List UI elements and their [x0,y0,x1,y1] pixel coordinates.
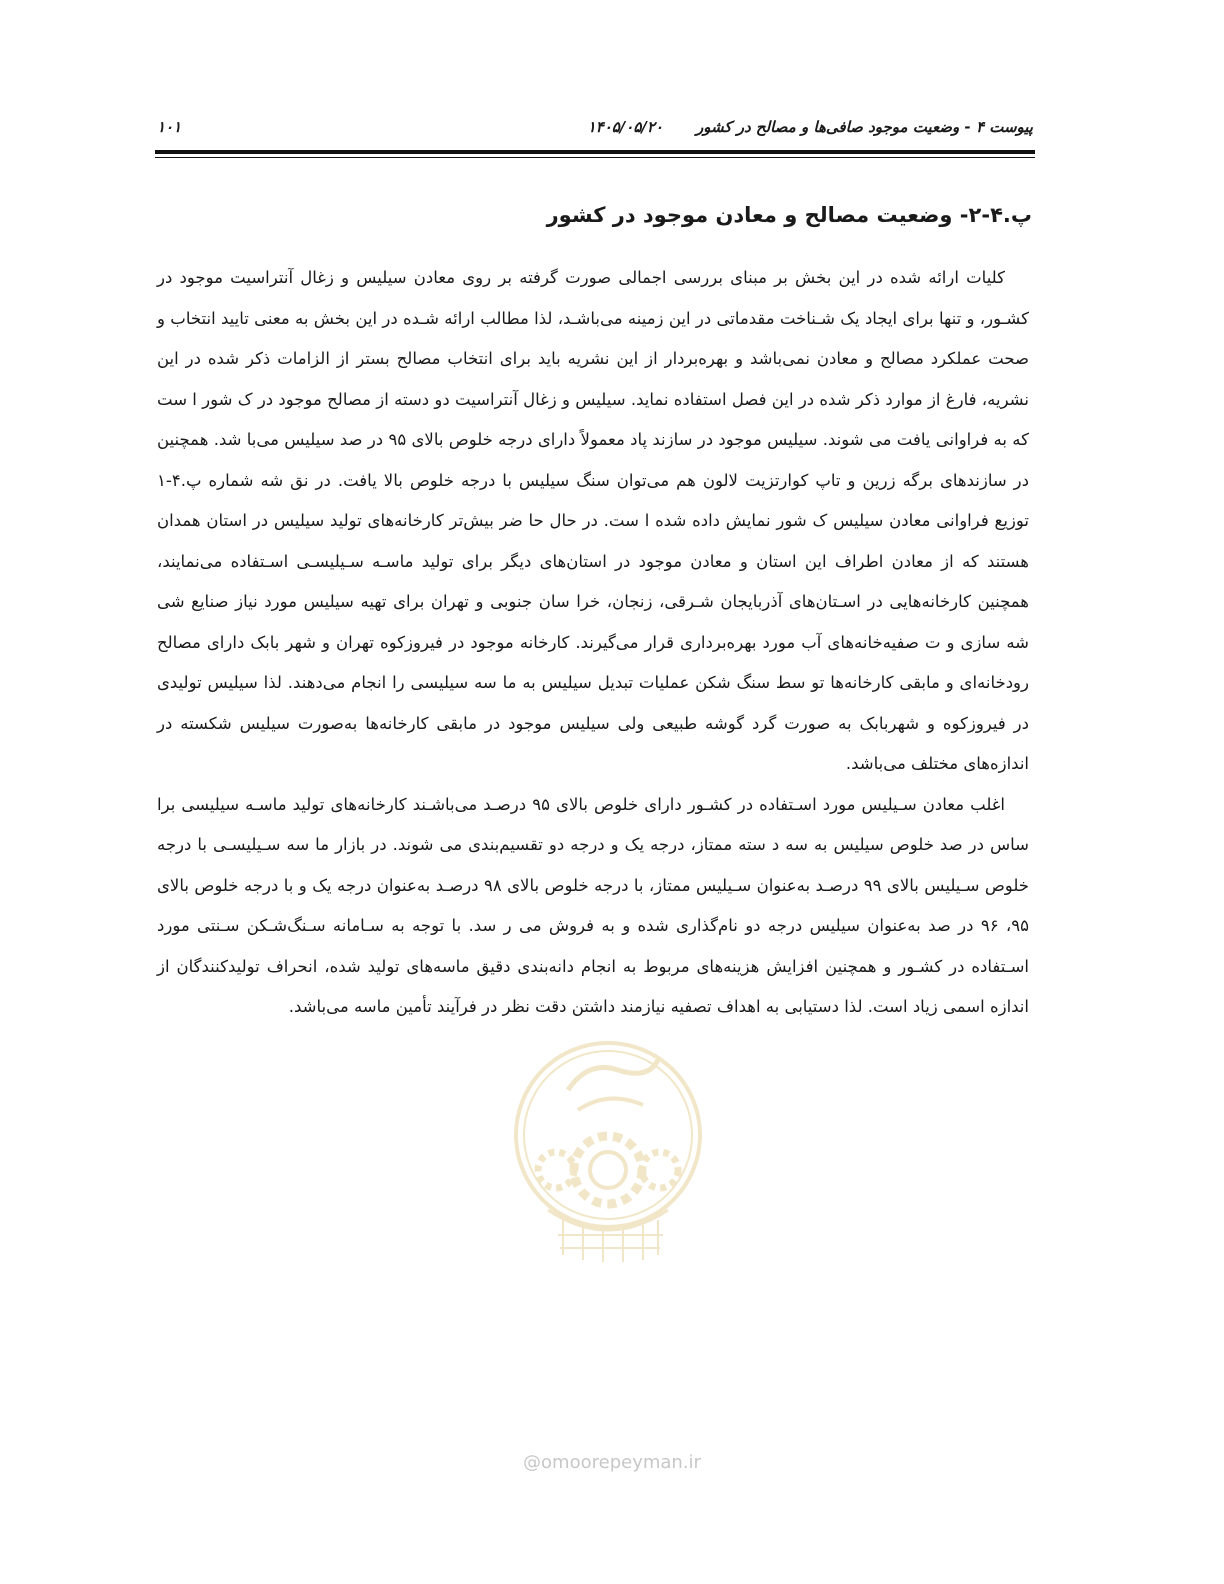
header-title: پیوست ۴ - وضعیت موجود صافی‌ها و مصالح در کشور [695,118,1033,136]
body-text [157,258,1029,1028]
watermark-text: @omoorepeyman.ir [523,1452,701,1473]
header-rule-thick [155,150,1035,154]
page-number: ۱۰۱ [157,118,182,136]
section-title: پ.۴-۲- وضعیت مصالح و معادن موجود در کشور [546,203,1032,227]
header-date: ۱۴۰۵/۰۵/۲۰ [587,118,663,136]
header-rule-thin [155,157,1035,158]
watermark-logo [508,1020,708,1280]
paragraph-2: اغلب معادن سـیلیس مورد اسـتفاده در کشـور دارای خلوص بالای ۹۵ درصـد می‌باشـند کارخانه‌های تولید ماسـه سیلیسی برا ساس در صد خلوص سیلیس به سه د سته ممتاز، درجه یک و درجه دو تقسیم‌بندی می شوند. در بازار ما سه سـیلیسـی با درجه خلوص سـیلیس بالای ۹۹ درصـد به‌عنوان سـیلیس ممتاز، با درجه خلوص بالای ۹۸ درصـد به‌عنوان درجه یک و با درجه خلوص بالای ۹۵، ۹۶ در صد به‌عنوان سیلیس درجه دو نام‌گذاری شده و به فروش می ر سد. با توجه به سـامانه سـنگ‌شـکن سـنتی مورد اسـتفاده در کشـور و همچنین افزایش هزینه‌های مربوط به انجام دانه‌بندی دقیق ماسه‌های تولید شده، انحراف تولیدکنندگان از اندازه اسمی زیاد است. لذا دستیابی به اهداف تصفیه نیازمند داشتن دقت نظر در فرآیند تأمین ماسه می‌باشد. [157,794,1029,1016]
paragraph-1: کلیات ارائه شده در این بخش بر مبنای بررسی اجمالی صورت گرفته بر روی معادن سیلیس و زغال آنتراسیت موجود در کشـور، و تنها برای ایجاد یک شـناخت مقدماتی در این زمینه می‌باشـد، لذا مطالب ارائه شـده در این بخش به معنی تایید انتخاب و صحت عملکرد مصالح و معادن نمی‌باشد و بهره‌بردار از این نشریه باید برای انتخاب مصالح بستر از الزامات ذکر شده در این نشریه، فارغ از موارد ذکر شده در این فصل استفاده نماید. سیلیس و زغال آنتراسیت دو دسته از مصالح موجود در ک شور ا ست که به فراوانی یافت می شوند. سیلیس موجود در سازند پاد معمولاً دارای درجه خلوص بالای ۹۵ در صد سیلیس می‌با شد. همچنین در سازندهای برگه زرین و تاپ کوارتزیت لالون هم می‌توان سنگ سیلیس با درجه خلوص بالا یافت. در نق شه شماره پ.۴-۱ توزیع فراوانی معادن سیلیس ک شور نمایش داده شده ا ست. در حال حا ضر بیش‌تر کارخانه‌های تولید سیلیس در استان همدان هستند که از معادن اطراف این استان و معادن موجود در استان‌های دیگر برای تولید ماسـه سـیلیسـی اسـتفاده می‌نمایند، همچنین کارخانه‌هایی در اسـتان‌های آذربایجان شـرقی، زنجان، خرا سان جنوبی و تهران برای تهیه سیلیس مورد نیاز صنایع شی شه سازی و ت صفیه‌خانه‌های آب مورد بهره‌برداری قرار می‌گیرند. کارخانه موجود در فیروزکوه تهران و شهر بابک دارای مصالح رودخانه‌ای و مابقی کارخانه‌ها تو سط سنگ شکن عملیات تبدیل سیلیس به ما سه سیلیسی را انجام می‌دهند. لذا سیلیس تولیدی در فیروزکوه و شهربابک به صورت گرد گوشه طبیعی ولی سیلیس موجود در مابقی کارخانه‌ها به‌صورت سیلیس شکسته در اندازه‌های مختلف می‌باشد. [157,268,1029,773]
page-header [157,118,1033,144]
